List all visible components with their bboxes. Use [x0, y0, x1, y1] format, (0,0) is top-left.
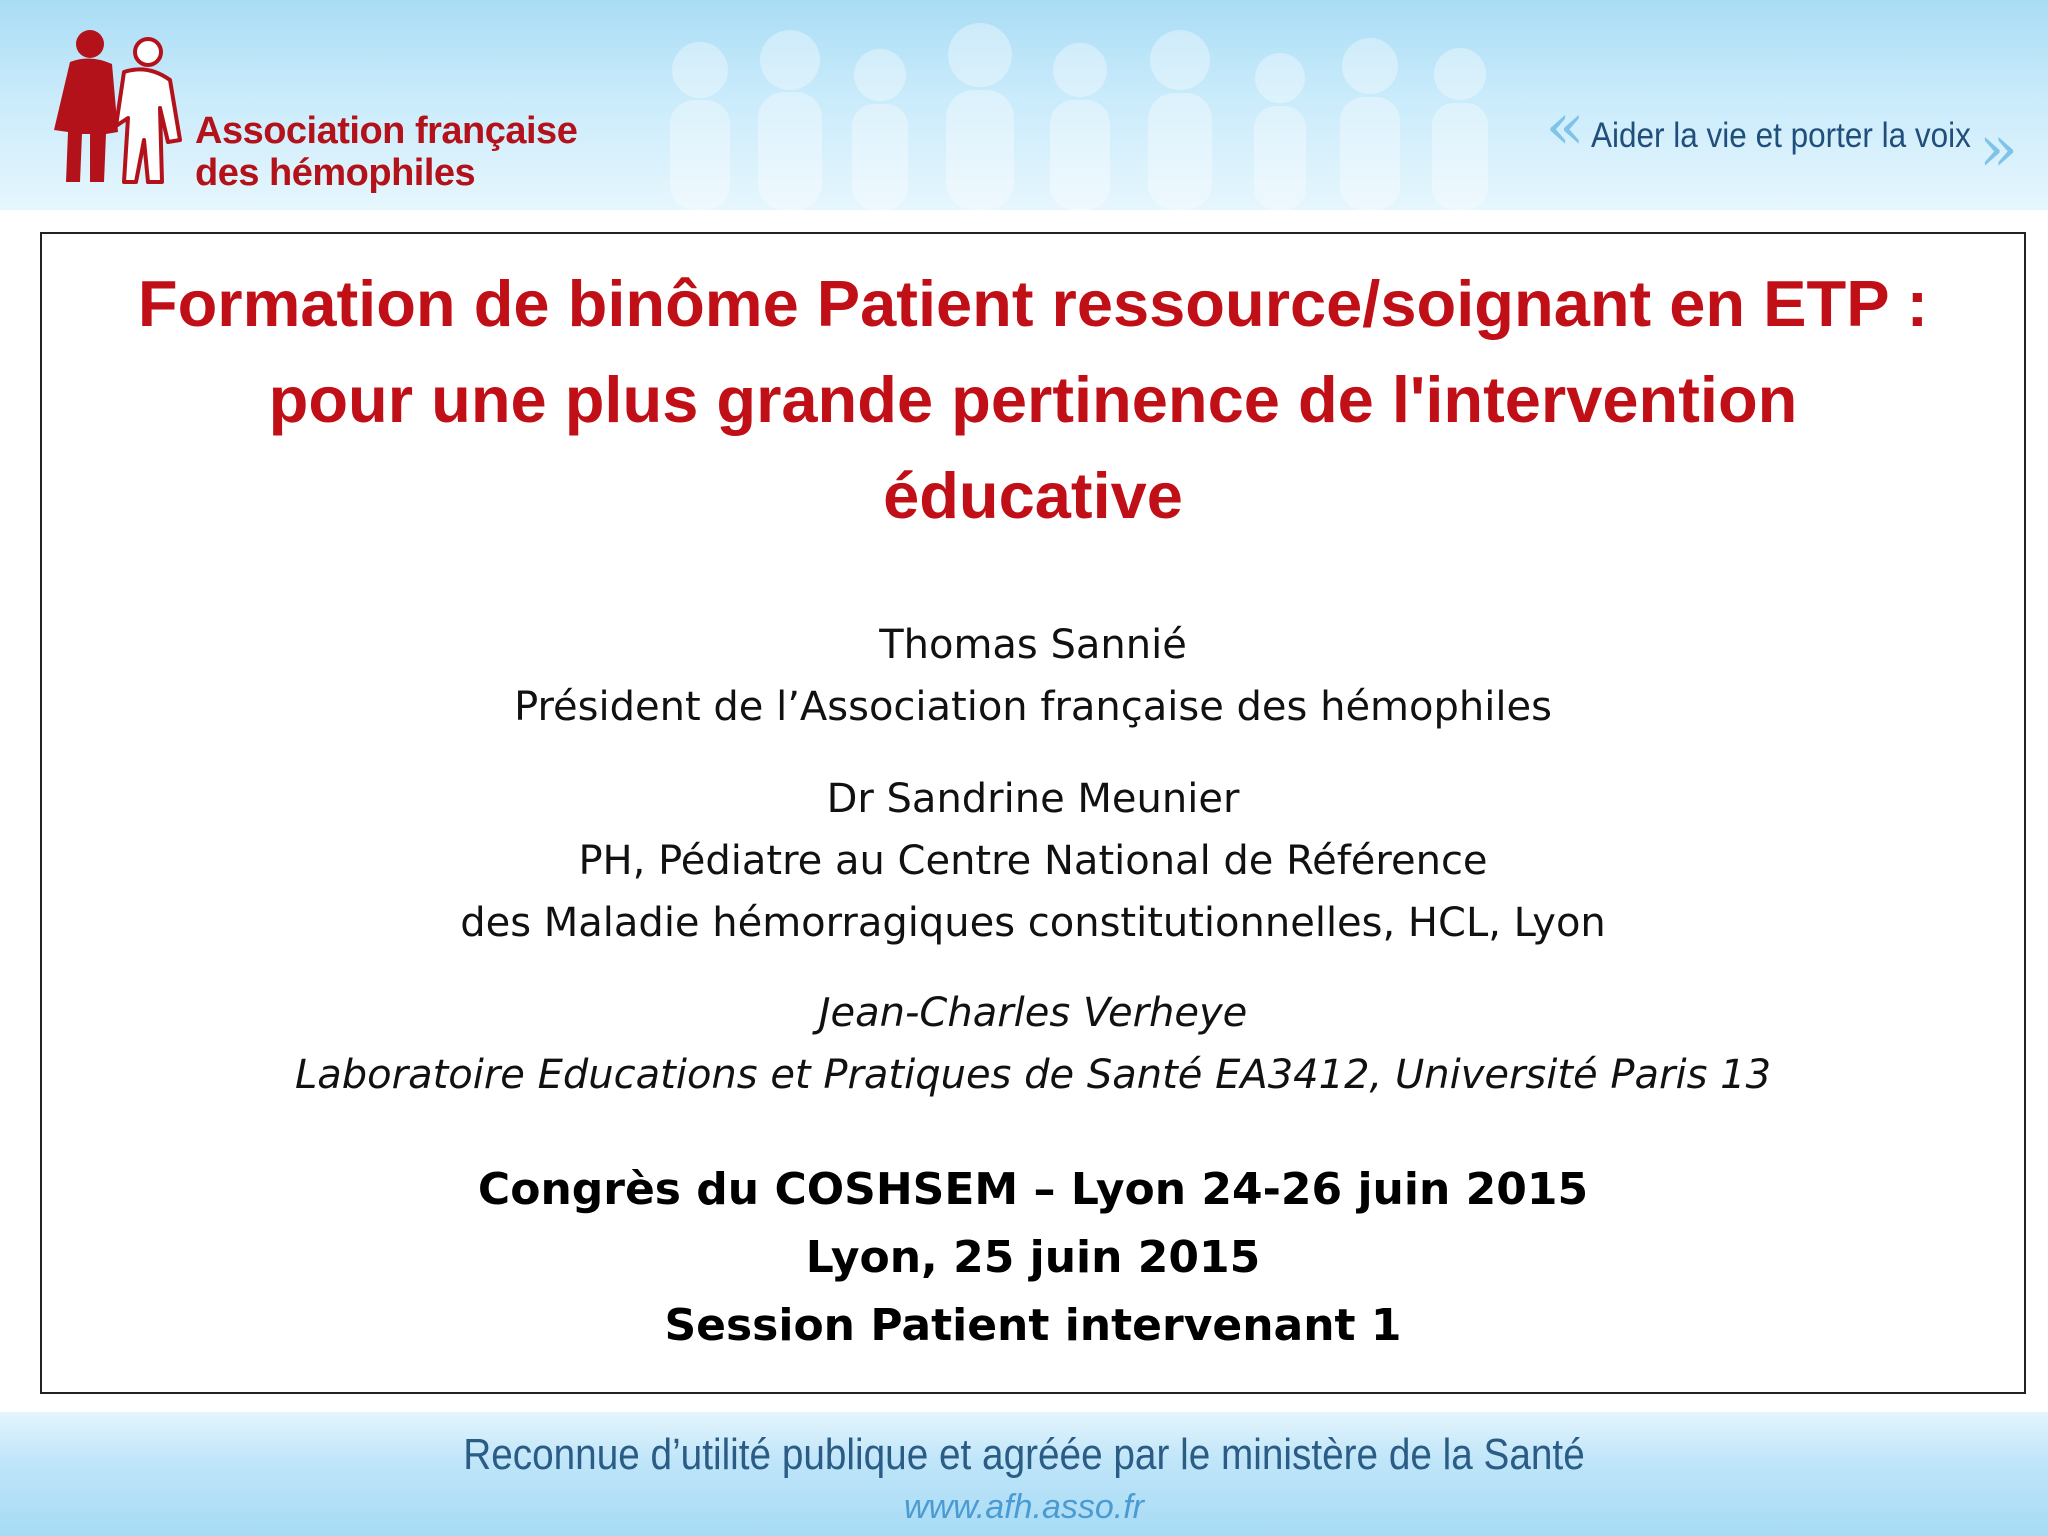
slogan	[1545, 90, 2018, 186]
slogan-text: Aider la vie et porter la voix	[1590, 116, 1971, 155]
footer-url-link[interactable]: www.afh.asso.fr	[904, 1488, 1144, 1526]
close-quote-icon: »	[1978, 112, 2018, 186]
author-3-name: Jean-Charles Verheye	[818, 990, 1248, 1036]
author-1-role: Président de l’Association française des hémophiles	[514, 684, 1552, 730]
open-quote-icon: «	[1545, 90, 1585, 164]
event-line-1: Congrès du COSHSEM – Lyon 24-26 juin 2015	[477, 1164, 1589, 1215]
logo-line-1: Association française	[195, 110, 578, 152]
title-line-3: éducative	[883, 459, 1183, 532]
author-2	[42, 768, 2024, 954]
logo-wordmark	[195, 110, 577, 194]
logo-line-2: des hémophiles	[195, 152, 476, 194]
title-line-1: Formation de binôme Patient ressource/soignant en ETP :	[137, 267, 1929, 340]
author-2-role-line-1: PH, Pédiatre au Centre National de Référence	[578, 838, 1488, 884]
author-2-role-line-2: des Maladie hémorragiques constitutionnelles, HCL, Lyon	[460, 900, 1606, 946]
author-3	[42, 982, 2024, 1106]
event-line-2: Lyon, 25 juin 2015	[805, 1232, 1261, 1283]
content-frame	[40, 232, 2026, 1394]
footer-text: Reconnue d’utilité publique et agréée par le ministère de la Santé	[463, 1430, 1585, 1479]
author-2-name: Dr Sandrine Meunier	[826, 776, 1240, 822]
header-banner	[0, 0, 2048, 210]
footer-banner	[0, 1412, 2048, 1536]
afh-logo-icon	[40, 22, 190, 192]
author-1-name: Thomas Sannié	[879, 622, 1187, 668]
slide-title	[42, 256, 2024, 544]
author-1	[42, 614, 2024, 738]
title-line-2: pour une plus grande pertinence de l'intervention	[268, 363, 1798, 436]
event-line-3: Session Patient intervenant 1	[664, 1300, 1402, 1351]
author-3-role: Laboratoire Educations et Pratiques de Santé EA3412, Université Paris 13	[294, 1052, 1772, 1098]
event-info	[42, 1156, 2024, 1360]
